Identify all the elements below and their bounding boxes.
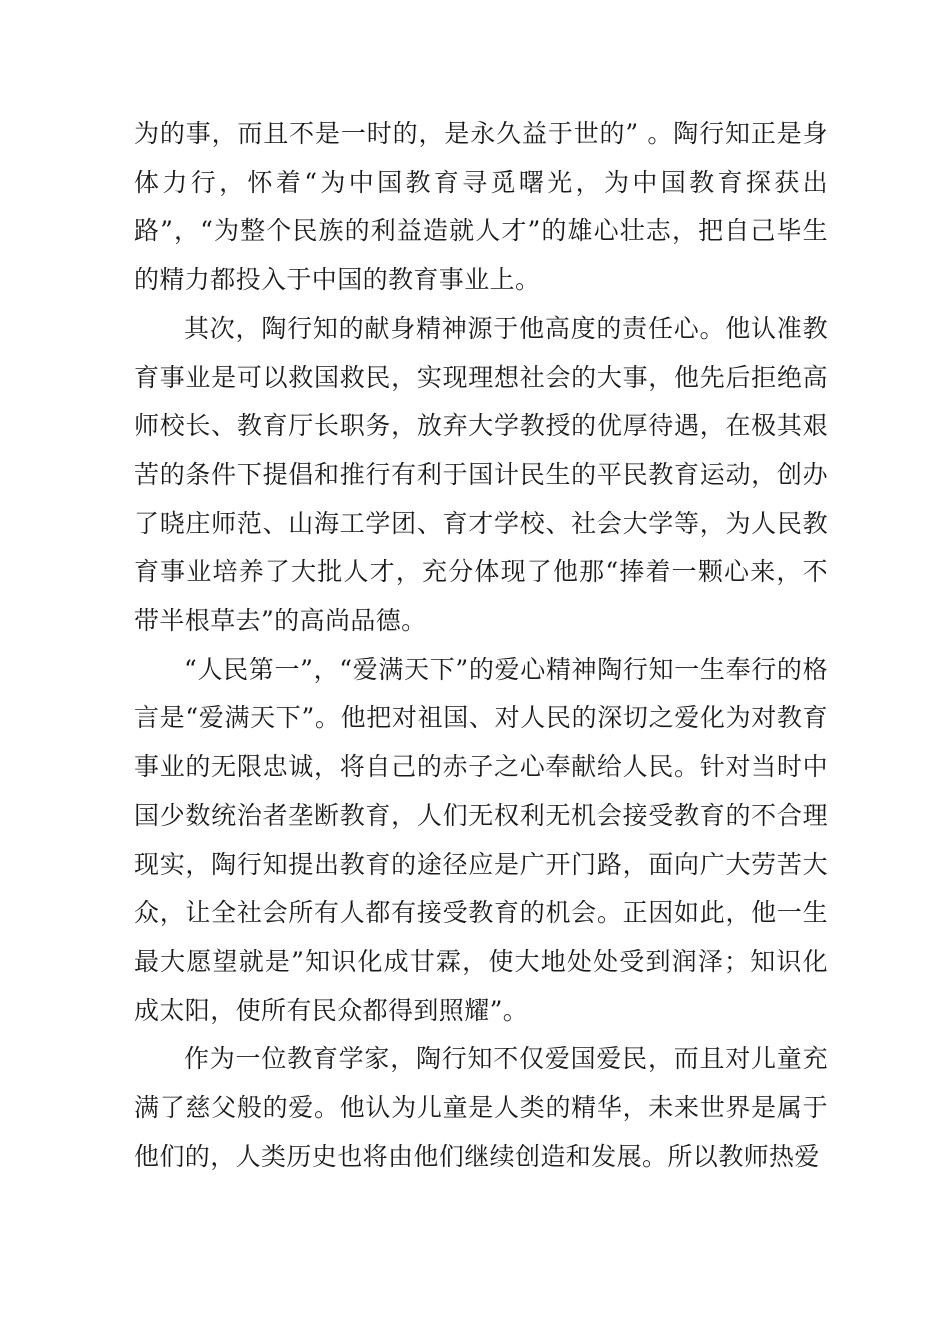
paragraph-love-for-people: “人民第一”，“爱满天下”的爱心精神陶行知一生奉行的格言是“爱满天下”。他把对祖国、对人民的深切之爱化为对教育事业的无限忠诚，将自己的赤子之心奉献给人民。针对当时中国少数统治者垄断教育，人们无权利无机会接受教育的不合理现实，陶行知提出教育的途径应是广开门路，面向广大劳苦大众，让全社会所有人都有接受教育的机会。正因如此，他一生最大愿望就是”知识化成甘霖，使大地处处受到润泽；知识化成太阳，使所有民众都得到照耀”。 bbox=[134, 654, 828, 1025]
paragraph-love-for-children: 作为一位教育学家，陶行知不仅爱国爱民，而且对儿童充满了慈父般的爱。他认为儿童是人类的精华，未来世界是属于他们的，人类历史也将由他们继续创造和发展。所以教师热爱 bbox=[134, 1044, 828, 1171]
paragraph-continuation: 为的事，而且不是一时的，是永久益于世的” 。陶行知正是身体力行，怀着“为中国教育寻觅曙光，为中国教育探获出路”，“为整个民族的利益造就人才”的雄心壮志，把自己毕生的精力都投入于中国的教育事业上。 bbox=[134, 119, 828, 295]
paragraph-responsibility: 其次，陶行知的献身精神源于他高度的责任心。他认准教育事业是可以救国救民，实现理想社会的大事，他先后拒绝高师校长、教育厅长职务，放弃大学教授的优厚待遇，在极其艰苦的条件下提倡和推行有利于国计民生的平民教育运动，创办了晓庄师范、山海工学团、育才学校、社会大学等，为人民教育事业培养了大批人才，充分体现了他那“捧着一颗心来，不带半根草去”的高尚品德。 bbox=[134, 313, 828, 636]
document-body bbox=[134, 110, 828, 1181]
